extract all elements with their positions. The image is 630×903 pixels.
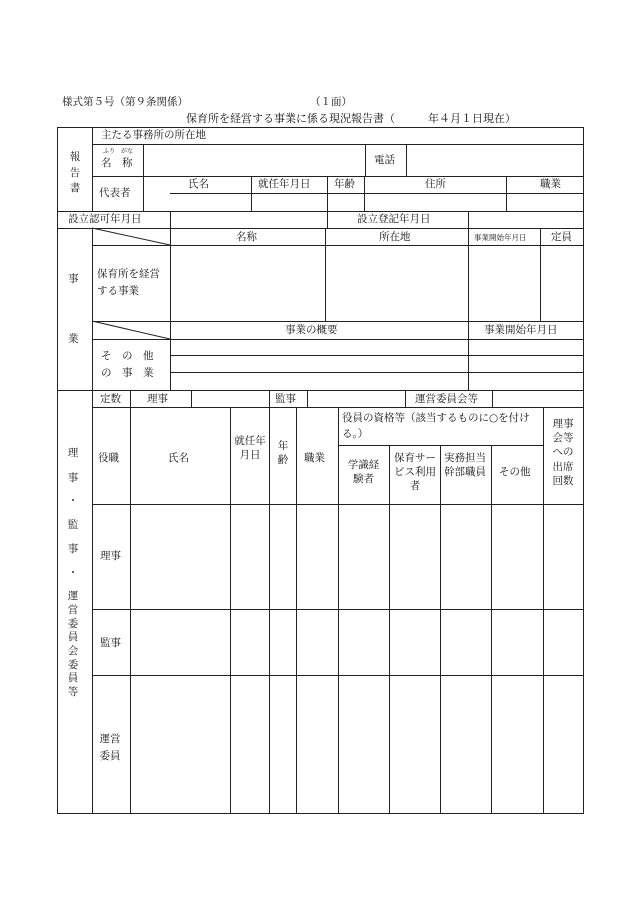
reporter-section-label: 報 告 書: [69, 151, 81, 194]
name-furigana: ふり がな: [103, 148, 134, 155]
qual-col-staff: 実務担当幹部職員: [444, 452, 486, 479]
row-label-director: 理事: [100, 550, 121, 562]
phone-label: 電話: [374, 154, 395, 166]
main-office-label: 主たる事務所の所在地: [101, 129, 206, 141]
representative-label: 代表者: [99, 187, 131, 199]
col-appointment-date: 就任年月日: [234, 435, 266, 462]
quota-auditor-label: 監事: [275, 393, 296, 405]
rep-col-name: 氏名: [188, 178, 209, 190]
col-occupation: 職業: [304, 452, 325, 464]
qualification-header: 役員の資格等（該当するものに○を付ける。）: [342, 412, 530, 440]
rep-col-address: 住所: [425, 178, 446, 190]
registration-date-label: 設立登記年月日: [357, 213, 431, 225]
page-title: 保育所を経営する事業に係る現況報告書（ 年４月１日現在）: [186, 112, 516, 125]
other-col-start-date: 事業開始年月日: [484, 324, 558, 336]
name-label: 名 称: [101, 157, 133, 169]
page-indicator: （１面）: [310, 96, 352, 108]
qual-col-academic: 学識経験者: [347, 459, 380, 486]
rep-col-age: 年齢: [334, 178, 355, 190]
nursery-business-label: 保育所を経営する事業: [97, 268, 160, 297]
other-business-label-2: の 事 業: [101, 367, 154, 379]
qual-col-other: その他: [499, 466, 531, 478]
qual-col-service-user: 保育サービス利用者: [394, 452, 436, 493]
rep-col-occupation: 職業: [540, 178, 561, 190]
quota-label: 定数: [100, 393, 121, 405]
row-label-auditor: 監事: [100, 637, 121, 649]
other-business-label-1: そ の 他: [101, 350, 154, 362]
col-age: 年齢: [277, 440, 289, 467]
rep-col-appointment: 就任年月日: [258, 178, 311, 190]
business-section-label-1: 事: [68, 273, 79, 285]
diagonal-header-cell: [92, 321, 170, 339]
approval-date-label: 設立認可年月日: [68, 213, 142, 225]
col-name: 氏名: [168, 452, 189, 464]
business-section-label-2: 業: [68, 333, 79, 345]
business-col-location: 所在地: [379, 231, 411, 243]
officers-section-label: 理 事 ・ 監 事 ・ 運 営 委 員 会 委 員 等: [67, 447, 79, 699]
business-col-name: 名称: [236, 231, 257, 243]
quota-committee-label: 運営委員会等: [415, 393, 478, 405]
quota-director-label: 理事: [147, 393, 168, 405]
row-label-committee: 運営委員: [99, 733, 121, 762]
col-position: 役職: [98, 452, 119, 464]
other-col-overview: 事業の概要: [285, 324, 338, 336]
business-col-start-date: 事業開始年月日: [474, 233, 527, 242]
business-col-capacity: 定員: [551, 231, 572, 243]
attendance-header: 理事会等への出席回数: [552, 418, 574, 487]
diagonal-header-cell: [92, 228, 170, 245]
form-number: 様式第５号（第９条関係）: [62, 96, 188, 108]
